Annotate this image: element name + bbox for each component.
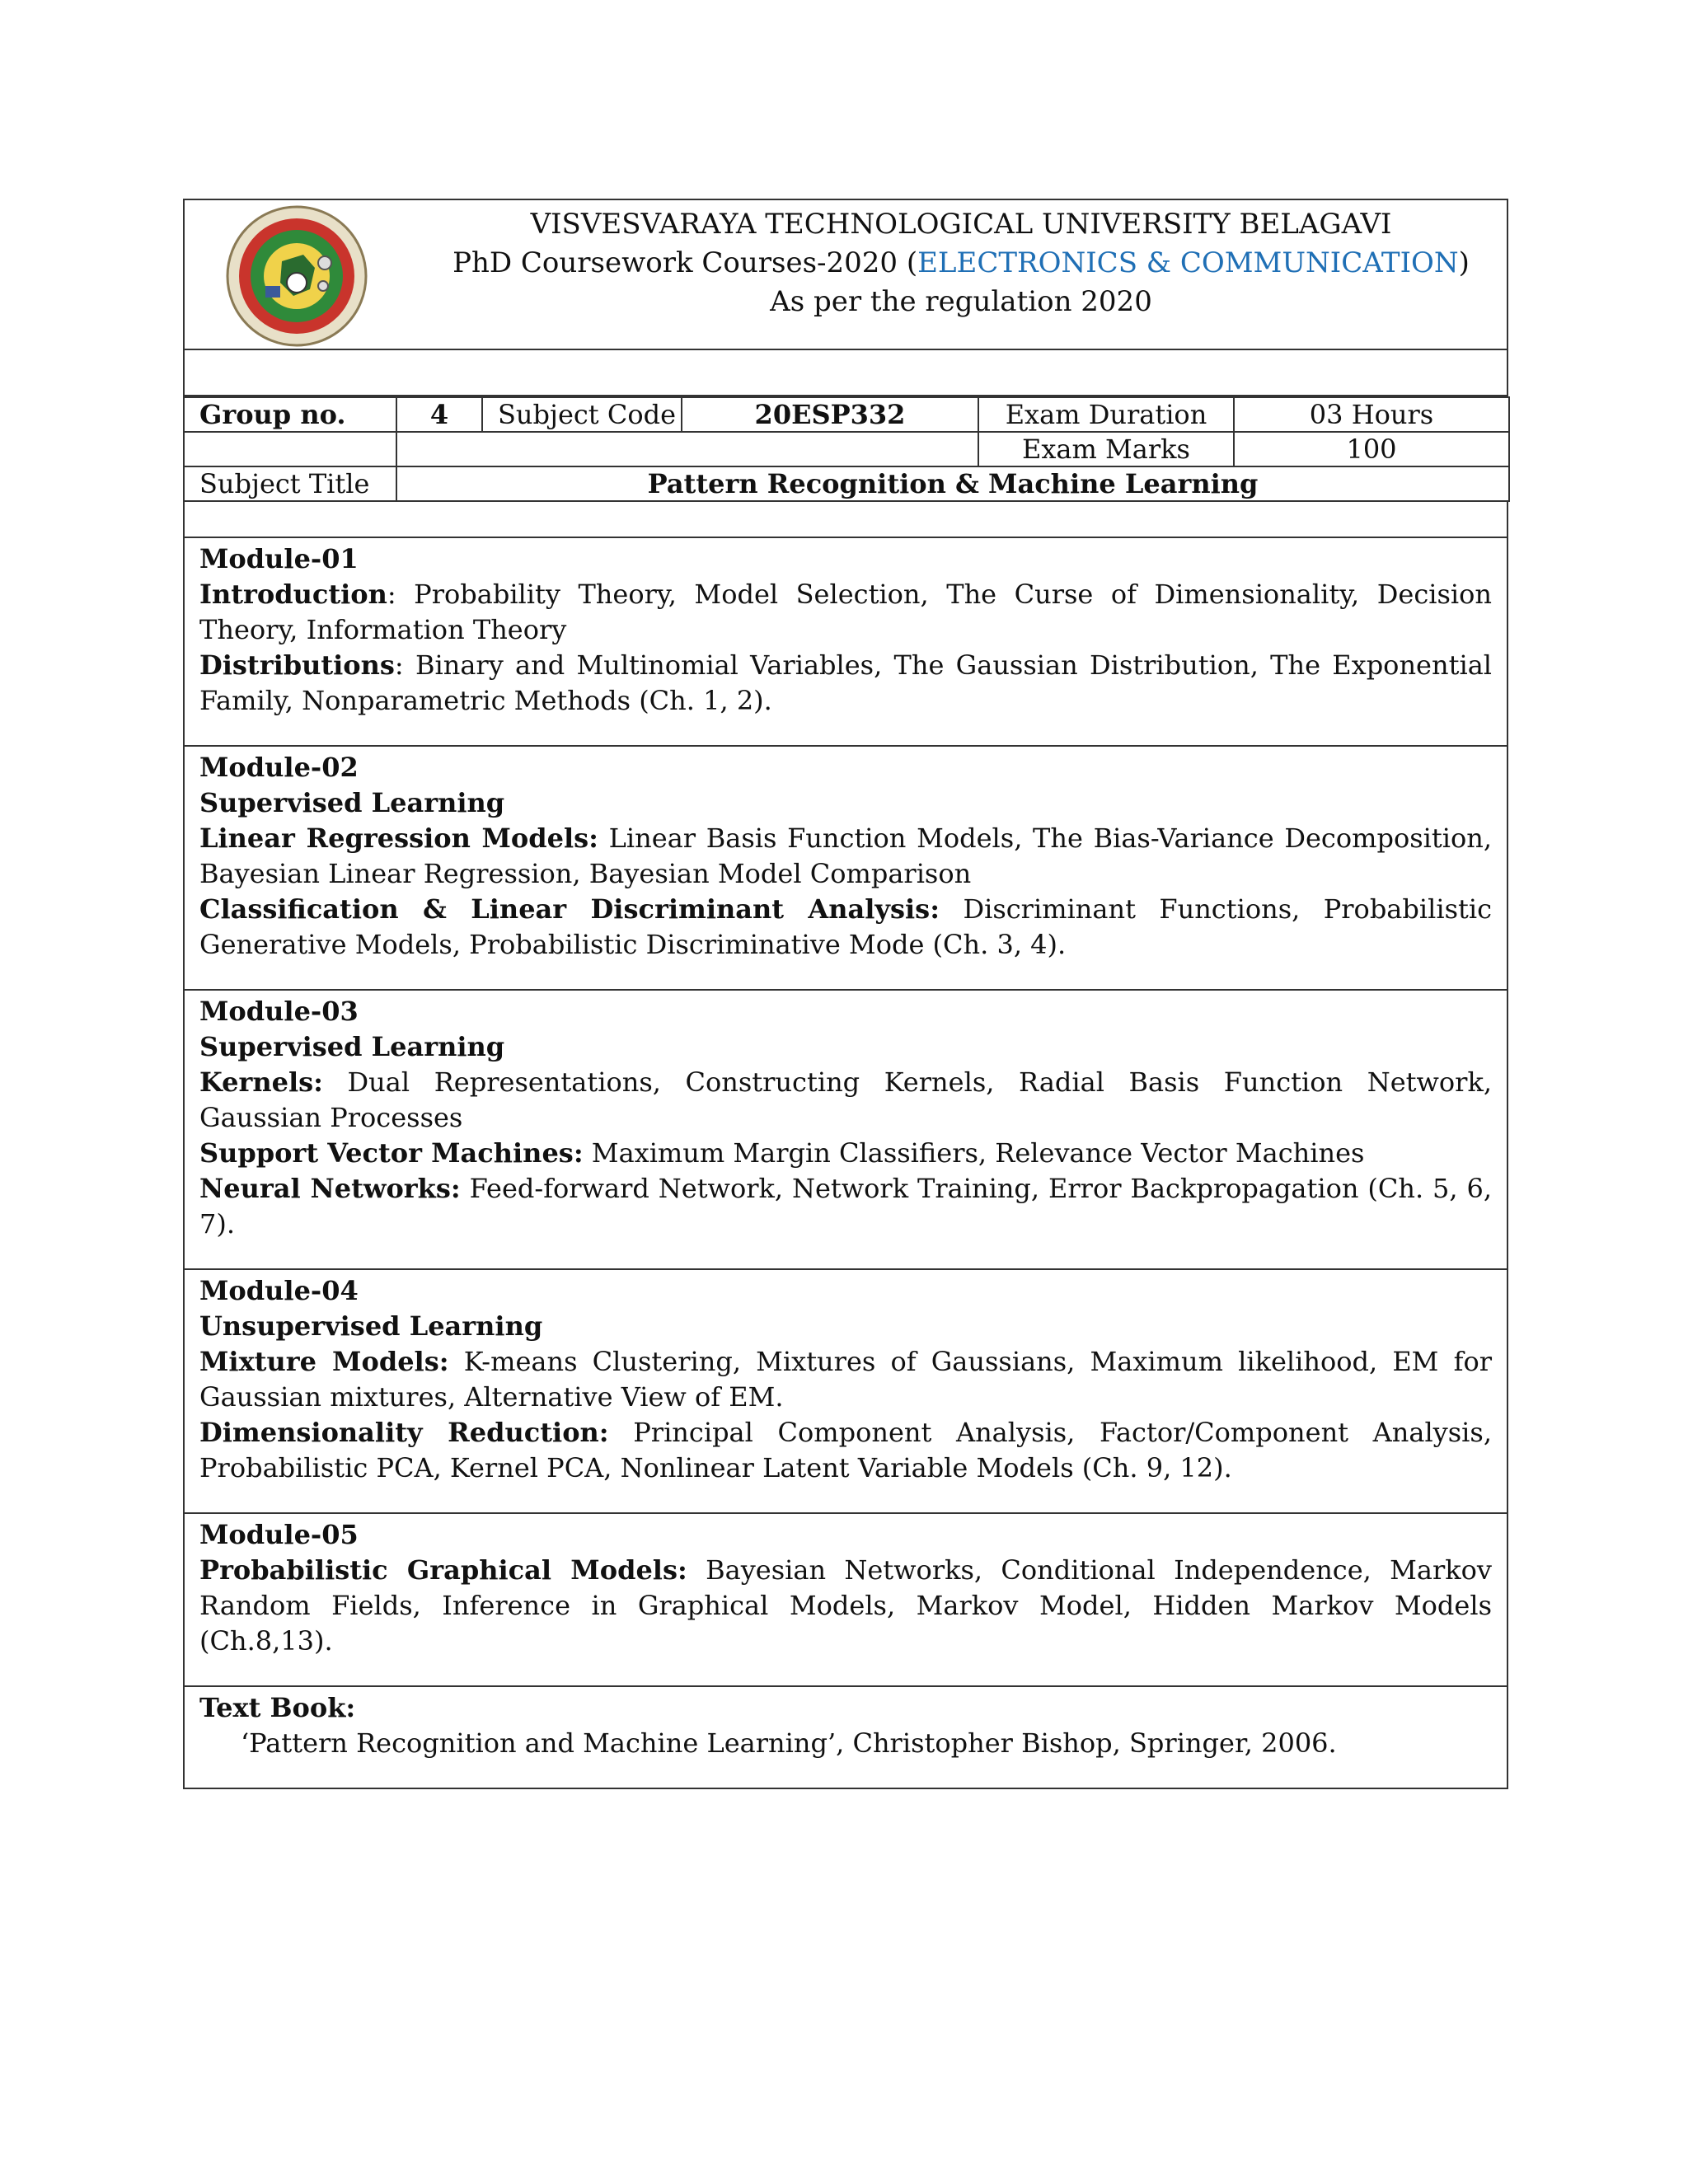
module-topic: Mixture Models: K-means Clustering, Mixtures of Gaussians, Maximum likelihood, EM for Gaussian mixtures, Alternative View of EM. (199, 1346, 1493, 1413)
subject-title-label: Subject Title (184, 466, 396, 501)
module-topic: Neural Networks: Feed-forward Network, Network Training, Error Backpropagation (Ch. 5, 6, 7). (199, 1173, 1493, 1240)
syllabus-sheet (183, 199, 1508, 1789)
module-subtitle: Supervised Learning (199, 787, 505, 818)
info-row-2 (184, 432, 1509, 466)
exam-duration-value: 03 Hours (1234, 397, 1509, 432)
empty-cell (184, 432, 396, 466)
module-topic: Linear Regression Models: Linear Basis Function Models, The Bias-Variance Decomposition, Bayesian Linear Regression, Bayesian Model Comparison (199, 823, 1493, 889)
group-value: 4 (396, 397, 482, 432)
module-topic: Dimensionality Reduction: Principal Component Analysis, Factor/Component Analysis, Probabilistic PCA, Kernel PCA, Nonlinear Latent Variable Models (Ch. 9, 12). (199, 1417, 1493, 1483)
module-title: Module-01 (199, 543, 359, 574)
subject-code-value: 20ESP332 (682, 397, 978, 432)
subject-info-table (183, 396, 1510, 502)
info-row-1 (184, 397, 1509, 432)
module-02 (183, 747, 1508, 991)
empty-cell (396, 432, 978, 466)
header-row (183, 199, 1508, 350)
module-01 (183, 538, 1508, 747)
module-topic: Probabilistic Graphical Models: Bayesian Networks, Conditional Independence, Markov Random Fields, Inference in Graphical Models, Markov Model, Hidden Markov Models (Ch.8,13). (199, 1554, 1493, 1657)
spacer-row (183, 350, 1508, 396)
module-topic: Classification & Linear Discriminant Analysis: Discriminant Functions, Probabilistic Generative Models, Probabilistic Discriminative Mode (Ch. 3, 4). (199, 893, 1493, 960)
module-03 (183, 991, 1508, 1270)
spacer-row (183, 502, 1508, 538)
group-label: Group no. (184, 397, 396, 432)
university-logo (224, 204, 369, 349)
department-name: ELECTRONICS & COMMUNICATION (917, 246, 1459, 279)
module-title: Module-04 (199, 1275, 359, 1306)
coursework-line: PhD Coursework Courses-2020 (ELECTRONICS & COMMUNICATION) (452, 246, 1470, 279)
module-04 (183, 1270, 1508, 1514)
header-text (415, 205, 1507, 321)
regulation-line: As per the regulation 2020 (770, 285, 1152, 318)
exam-duration-label: Exam Duration (978, 397, 1234, 432)
textbook-title: Text Book: (199, 1692, 356, 1723)
module-title: Module-02 (199, 752, 359, 783)
module-topic: Kernels: Dual Representations, Constructing Kernels, Radial Basis Function Network, Gaussian Processes (199, 1066, 1492, 1133)
module-title: Module-05 (199, 1519, 359, 1550)
module-05 (183, 1514, 1508, 1687)
subject-code-label: Subject Code (482, 397, 682, 432)
textbook-reference: ‘Pattern Recognition and Machine Learning’, Christopher Bishop, Springer, 2006. (241, 1727, 1337, 1759)
textbook-section (183, 1687, 1508, 1789)
module-topic: Distributions: Binary and Multinomial Variables, The Gaussian Distribution, The Exponential Family, Nonparametric Methods (Ch. 1, 2). (199, 649, 1492, 716)
module-subtitle: Supervised Learning (199, 1031, 505, 1062)
module-topic: Support Vector Machines: Maximum Margin Classifiers, Relevance Vector Machines (199, 1137, 1365, 1169)
university-seal-icon (224, 204, 369, 349)
info-row-3 (184, 466, 1509, 501)
university-name: VISVESVARAYA TECHNOLOGICAL UNIVERSITY BELAGAVI (530, 208, 1392, 241)
module-topic: Introduction: Probability Theory, Model Selection, The Curse of Dimensionality, Decision Theory, Information Theory (199, 579, 1492, 645)
exam-marks-label: Exam Marks (978, 432, 1234, 466)
module-subtitle: Unsupervised Learning (199, 1310, 543, 1342)
subject-title-value: Pattern Recognition & Machine Learning (396, 466, 1509, 501)
module-title: Module-03 (199, 996, 359, 1027)
exam-marks-value: 100 (1234, 432, 1509, 466)
